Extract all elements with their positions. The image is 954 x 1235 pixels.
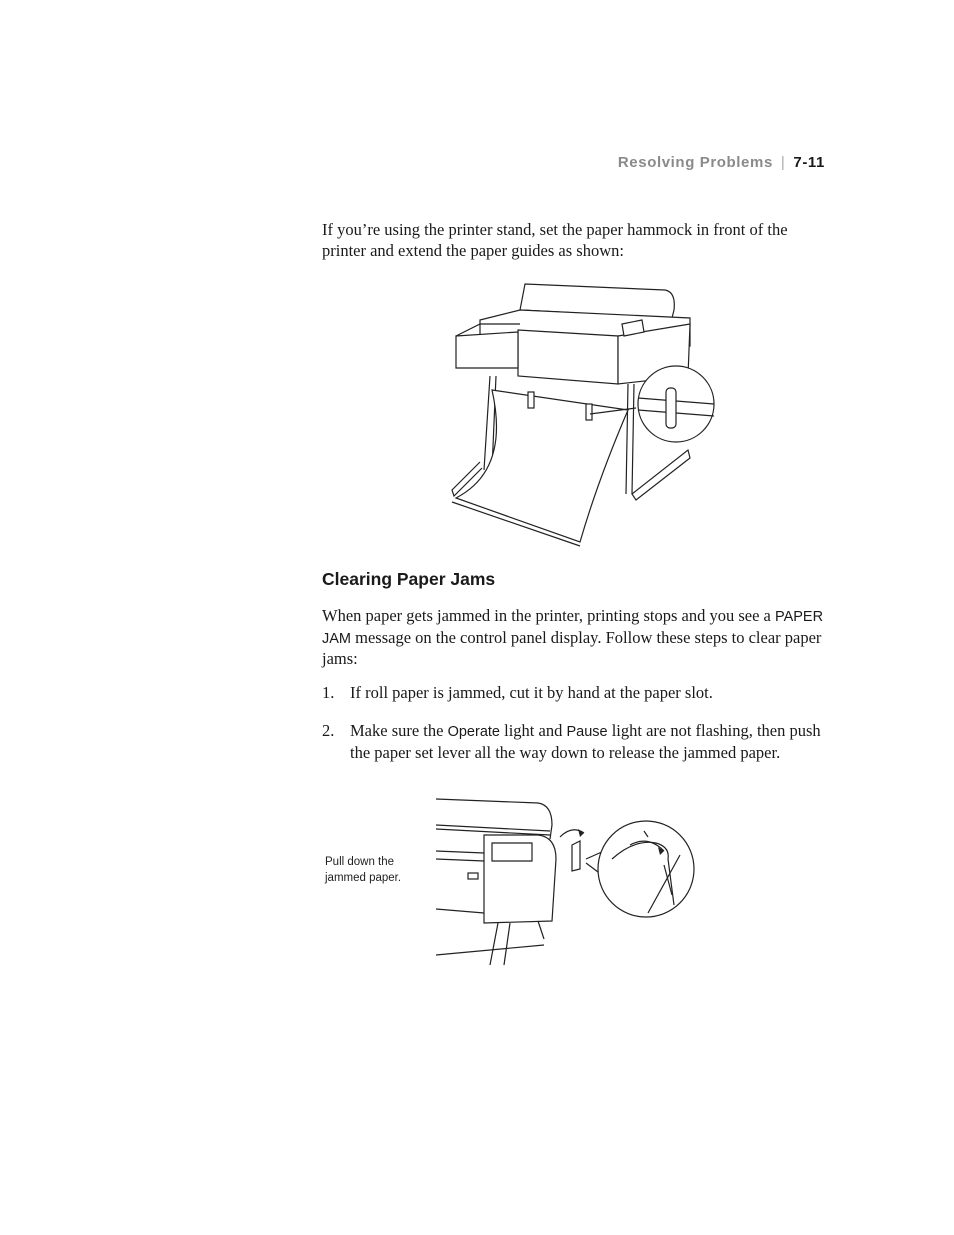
page-number: 7-11 <box>793 154 825 171</box>
printer-stand-illustration <box>440 280 720 552</box>
step-text-part: light and <box>500 721 567 740</box>
pause-light-label: Pause <box>566 724 608 740</box>
figure-callout: Pull down the jammed paper. <box>325 856 402 884</box>
step-2 <box>322 721 827 763</box>
paper-jam-message: PAPER JAM <box>322 609 824 647</box>
paper-set-lever-illustration <box>434 795 698 975</box>
operate-light-label: Operate <box>447 724 500 740</box>
step-text-part: light are not flashing, then push the paper set lever all the way down to release the jammed paper. <box>350 721 821 762</box>
paragraph-text-after: message on the control panel display. Follow these steps to clear paper jams: <box>322 627 822 668</box>
section-title: Resolving Problems <box>617 154 773 171</box>
step-number: 1. <box>322 683 335 702</box>
running-header <box>618 154 825 171</box>
step-text <box>350 721 827 763</box>
intro-paragraph: If you’re using the printer stand, set the paper hammock in front of the printer and extend the paper guides as shown: <box>322 220 788 260</box>
step-number: 2. <box>322 721 335 740</box>
step-text: If roll paper is jammed, cut it by hand at the paper slot. <box>350 683 713 702</box>
section-paragraph <box>322 606 827 670</box>
step-1 <box>322 683 827 704</box>
paragraph-text-before: When paper gets jammed in the printer, printing stops and you see a <box>322 606 775 625</box>
header-separator: | <box>780 154 786 171</box>
step-text-part: Make sure the <box>350 721 448 740</box>
section-heading: Clearing Paper Jams <box>322 569 496 589</box>
